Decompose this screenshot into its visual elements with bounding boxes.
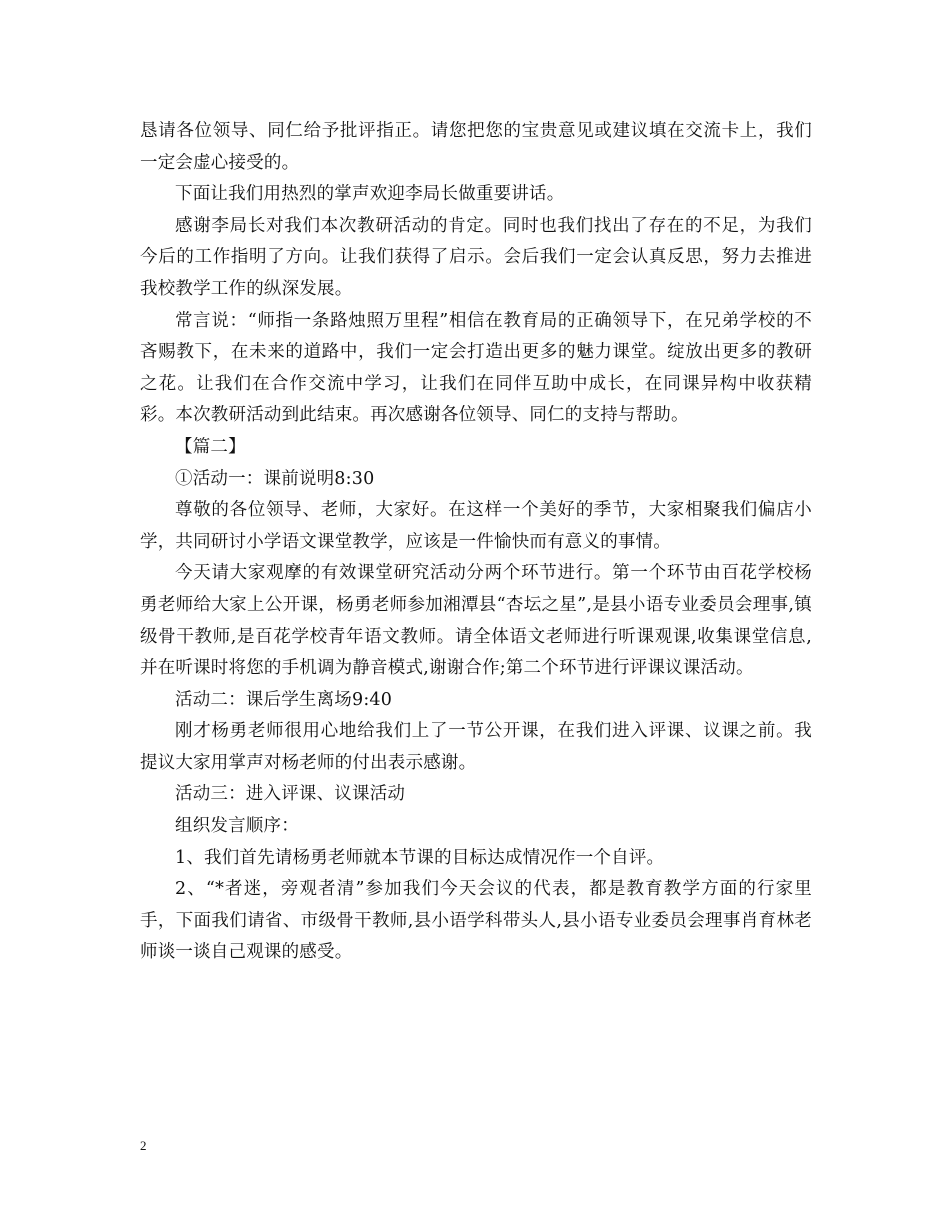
activity-three-heading: 活动三：进入评课、议课活动: [175, 784, 406, 805]
paragraph-10: 刚才杨勇老师很用心地给我们上了一节公开课，在我们进入评课、议课之前。我提议大家用掌声对杨老师的付出表示感谢。: [140, 721, 812, 773]
list-item-2: 2、“*者迷，旁观者清”参加我们今天会议的代表，都是教育教学方面的行家里手，下面我们请省、市级骨干教师,县小语学科带头人,县小语专业委员会理事肖育林老师谈一谈自己观课的感受。: [140, 879, 812, 963]
paragraph-4: 常言说：“师指一条路烛照万里程”相信在教育局的正确领导下，在兄弟学校的不吝赐教下，在未来的道路中，我们一定会打造出更多的魅力课堂。绽放出更多的教研之花。让我们在合作交流中学习，让我们在同伴互助中成长，在同课异构中收获精彩。本次教研活动到此结束。再次感谢各位领导、同仁的支持与帮助。: [140, 310, 812, 426]
paragraph-7: 尊敬的各位领导、老师，大家好。在这样一个美好的季节，大家相聚我们偏店小学，共同研讨小学语文课堂教学，应该是一件愉快而有意义的事情。: [140, 500, 812, 552]
document-body: [140, 116, 812, 969]
list-item-1: 1、我们首先请杨勇老师就本节课的目标达成情况作一个自评。: [175, 847, 665, 868]
activity-two-heading: 活动二：课后学生离场9:40: [175, 689, 393, 710]
paragraph-8: 今天请大家观摩的有效课堂研究活动分两个环节进行。第一个环节由百花学校杨勇老师给大家上公开课，杨勇老师参加湘潭县“杏坛之星”,是县小语专业委员会理事,镇级骨干教师,是百花学校青年语文教师。请全体语文老师进行听课观课,收集课堂信息,并在听课时将您的手机调为静音模式,谢谢合作;第二个环节进行评课议课活动。: [140, 563, 812, 679]
paragraph-2: 下面让我们用热烈的掌声欢迎李局长做重要讲话。: [175, 184, 565, 205]
activity-one-heading: ①活动一：课前说明8:30: [175, 468, 375, 489]
page-number: 2: [140, 1138, 147, 1153]
paragraph-3: 感谢李局长对我们本次教研活动的肯定。同时也我们找出了存在的不足，为我们今后的工作指明了方向。让我们获得了启示。会后我们一定会认真反思，努力去推进我校教学工作的纵深发展。: [140, 215, 812, 299]
paragraph-1: 恳请各位领导、同仁给予批评指正。请您把您的宝贵意见或建议填在交流卡上，我们一定会虚心接受的。: [140, 121, 812, 173]
section-heading: 【篇二】: [175, 436, 246, 457]
speaking-order-label: 组织发言顺序：: [175, 816, 299, 837]
